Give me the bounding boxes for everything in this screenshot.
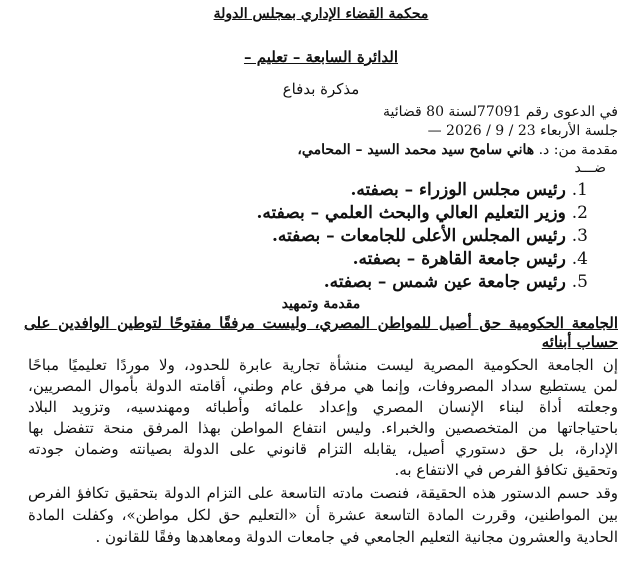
respondent-item: [256, 203, 588, 223]
respondent-number: 5.: [571, 272, 588, 292]
paragraph-line: الحادية والعشرون مجانية التعليم الجامعي في جامعات الدولة ومعاهدها وفقًا للقانون .: [95, 528, 618, 546]
paragraph-line: بين المواطنين، وقررت المادة التاسعة عشرة أن «التعليم حق لكل مواطن»، وكفلت المادة: [28, 506, 618, 524]
section-heading: الجامعة الحكومية حق أصيل للمواطن المصري، وليست مرفقًا مفتوحًا لتوطين الوافدين على حساب أبنائه: [24, 314, 618, 351]
paragraph-line: وجعلته أداة لبناء الإنسان المصري وإعداد علمائه وأطبائه ومهندسيه، وتزويد البلاد: [28, 398, 618, 416]
memo-title: مذكرة بدفاع: [282, 80, 360, 98]
respondent-text: رئيس جامعة القاهرة – بصفته.: [352, 249, 566, 269]
session-date-line: جلسة الأربعاء 23 / 9 / 2026 —: [427, 123, 618, 139]
paragraph-line: وتحقيق تكافؤ الفرص في الانتفاع به.: [394, 461, 618, 479]
respondent-number: 4.: [571, 249, 588, 269]
submitted-by-prefix: مقدمة من: د.: [538, 142, 618, 158]
respondent-item: [272, 226, 588, 246]
respondent-number: 2.: [571, 203, 588, 223]
respondent-number: 1.: [571, 180, 588, 200]
respondent-text: رئيس جامعة عين شمس – بصفته.: [323, 272, 566, 292]
court-name: محكمة القضاء الإداري بمجلس الدولة: [213, 6, 429, 22]
circuit-name: الدائرة السابعة – تعليم –: [243, 48, 398, 66]
respondent-text: رئيس مجلس الوزراء – بصفته.: [350, 180, 566, 200]
paragraph-line: باحتياجاتها من المتخصصين والخبراء. وليس انتفاع المواطن بهذا المرفق منحة تتفضل بها: [28, 419, 618, 437]
respondent-number: 3.: [571, 226, 588, 246]
respondent-item: [353, 249, 588, 269]
introduction-title: مقدمة وتمهيد: [281, 296, 361, 312]
respondent-item: [350, 180, 588, 200]
paragraph-line: إن الجامعة الحكومية المصرية ليست منشأة تجارية عابرة للحدود، ولا موردًا تعليميًا مباحًا: [28, 356, 618, 374]
paragraph-line: لمن يستطيع سداد المصروفات، وإنما هي مرفق عام وطني، أقامته الدولة بأموال المصريين،: [28, 377, 618, 395]
paragraph-line: وقد حسم الدستور هذه الحقيقة، فنصت مادته التاسعة على التزام الدولة بتحقيق تكافؤ الفرص: [28, 484, 618, 502]
against-label: ضـــد: [574, 160, 606, 176]
respondent-text: وزير التعليم العالي والبحث العلمي – بصفته.: [256, 203, 566, 223]
submitted-by-line: [297, 142, 618, 158]
respondent-item: [324, 272, 588, 292]
submitted-by-name: هاني سامح سيد محمد السيد – المحامي،: [297, 142, 535, 158]
case-number-line: في الدعوى رقم 77091لسنة 80 قضائية: [382, 104, 618, 120]
respondent-text: رئيس المجلس الأعلى للجامعات – بصفته.: [271, 226, 566, 246]
paragraph-line: الإدارة، بل حق دستوري أصيل، يقابله التزام قانوني على الدولة بصيانته وضمان جودته: [28, 440, 618, 458]
